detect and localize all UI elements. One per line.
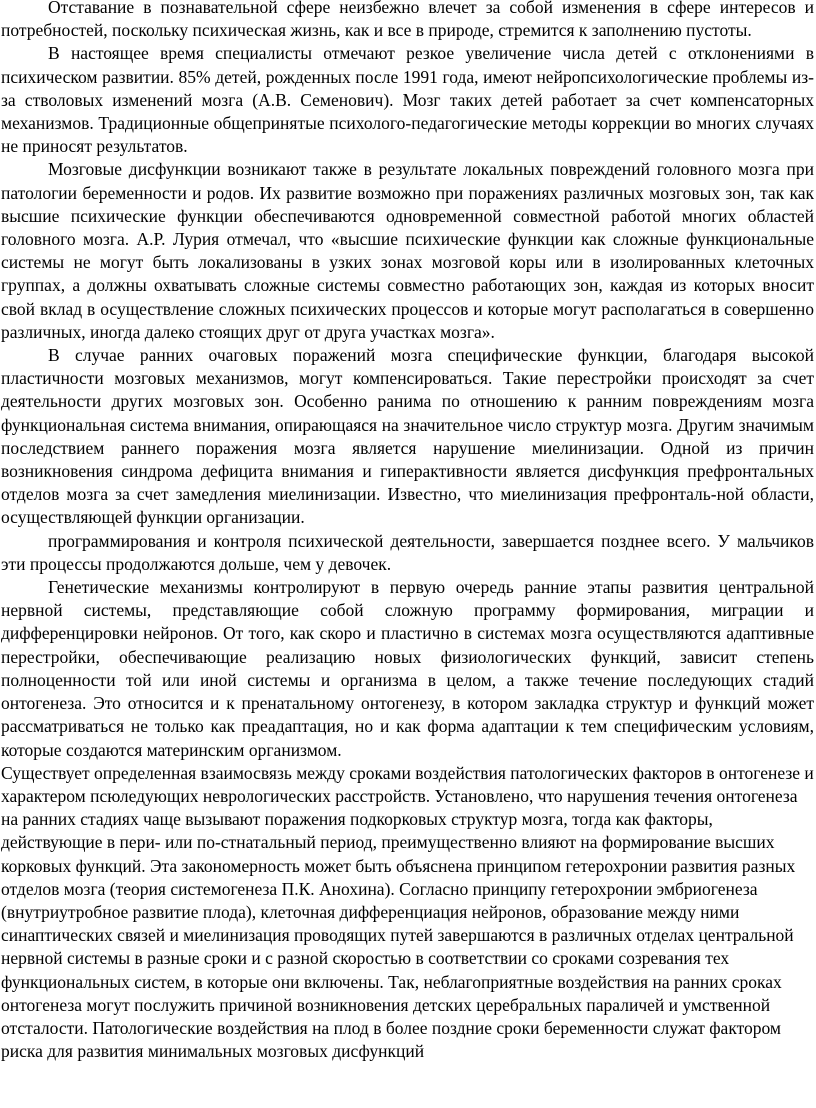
paragraph-3: Мозговые дисфункции возникают также в результате локальных повреждений головного мозга при патологии беременности и родов. Их развитие возможно при поражениях различных мозговых зон, так как высшие психические функции обеспечиваются одновременной совместной работой многих областей головного мозга. А.Р. Лурия отмечал, что «высшие психические функции как сложные функциональные системы не могут быть локализованы в узких зонах мозговой коры или в изолированных клеточных группах, а должны охватывать сложные системы совместно работающих зон, каждая из которых вносит свой вклад в осуществление сложных психических процессов и которые могут располагаться в совершенно различных, иногда далеко стоящих друг от друга участках мозга». (1, 159, 814, 342)
paragraph-6: Генетические механизмы контролируют в первую очередь ранние этапы развития центральной нервной системы, представляющие собой сложную программу формирования, миграции и дифференцировки нейронов. От того, как скоро и пластично в системах мозга осуществляются адаптивные перестройки, обеспечивающие реализацию новых физиологических функций, зависит степень полноценности той или иной системы и организма в целом, а также течение последующих стадий онтогенеза. Это относится и к пренатальному онтогенезу, в котором закладка структур и функций может рассматриваться не только как преадаптация, но и как форма адаптации к тем специфическим условиям, которые создаются материнским организмом. (1, 577, 814, 760)
paragraph-4: В случае ранних очаговых поражений мозга специфические функции, благодаря высокой пластичности мозговых механизмов, могут компенсироваться. Такие перестройки происходят за счет деятельности других мозговых зон. Особенно ранима по отношению к ранним повреждениям мозга функциональная система внимания, опирающаяся на значительное число структур мозга. Другим значимым последствием раннего поражения мозга является нарушение миелинизации. Одной из причин возникновения синдрома дефицита внимания и гиперактивности является дисфункция префронтальных отделов мозга за счет замедления миелинизации. Известно, что миелинизация префронталь-ной области, осуществляющей функции организации. (1, 345, 814, 528)
paragraph-5: программирования и контроля психической деятельности, завершается позднее всего. У мальчиков эти процессы продолжаются дольше, чем у девочек. (1, 530, 814, 574)
paragraph-1: Отставание в познавательной сфере неизбежно влечет за собой изменения в сфере интересов и потребностей, поскольку психическая жизнь, как и все в природе, стремится к заполнению пустоты. (1, 0, 814, 41)
paragraph-7: Существует определенная взаимосвязь между сроками воздействия патологических факторов в онтогенезе и характером псюледующих неврологических расстройств. Установлено, что нарушения течения онтогенеза на ранних стадиях чаще вызывают поражения подкорковых структур мозга, тогда как факторы, действующие в пери- или по-стнатальный период, преимущественно влияют на формирование высших корковых функций. Эта закономерность может быть объяснена принципом гетерохронии развития разных отделов мозга (теория системогенеза П.К. Анохина). Согласно принципу гетерохронии эмбриогенеза (внутриутробное развитие плода), клеточная дифференциация нейронов, образование между ними синаптических связей и миелинизация проводящих путей завершаются в различных отделах центральной нервной системы в разные сроки и с разной скоростью в соответствии со сроками созревания тех функциональных систем, в которые они включены. Так, неблагоприятные воздействия на ранних сроках онтогенеза могут послужить причиной возникновения детских церебральных параличей и умственной отсталости. Патологические воздействия на плод в более поздние сроки беременности служат фактором риска для развития минимальных мозговых дисфункций (1, 762, 814, 1062)
paragraph-2: В настоящее время специалисты отмечают резкое увеличение числа детей с отклонениями в психическом развитии. 85% детей, рожденных после 1991 года, имеют нейропсихологические проблемы из-за стволовых изменений мозга (А.В. Семенович). Мозг таких детей работает за счет компенсаторных механизмов. Традиционные общепринятые психолого-педагогические методы коррекции во многих случаях не приносят результатов. (1, 43, 814, 157)
